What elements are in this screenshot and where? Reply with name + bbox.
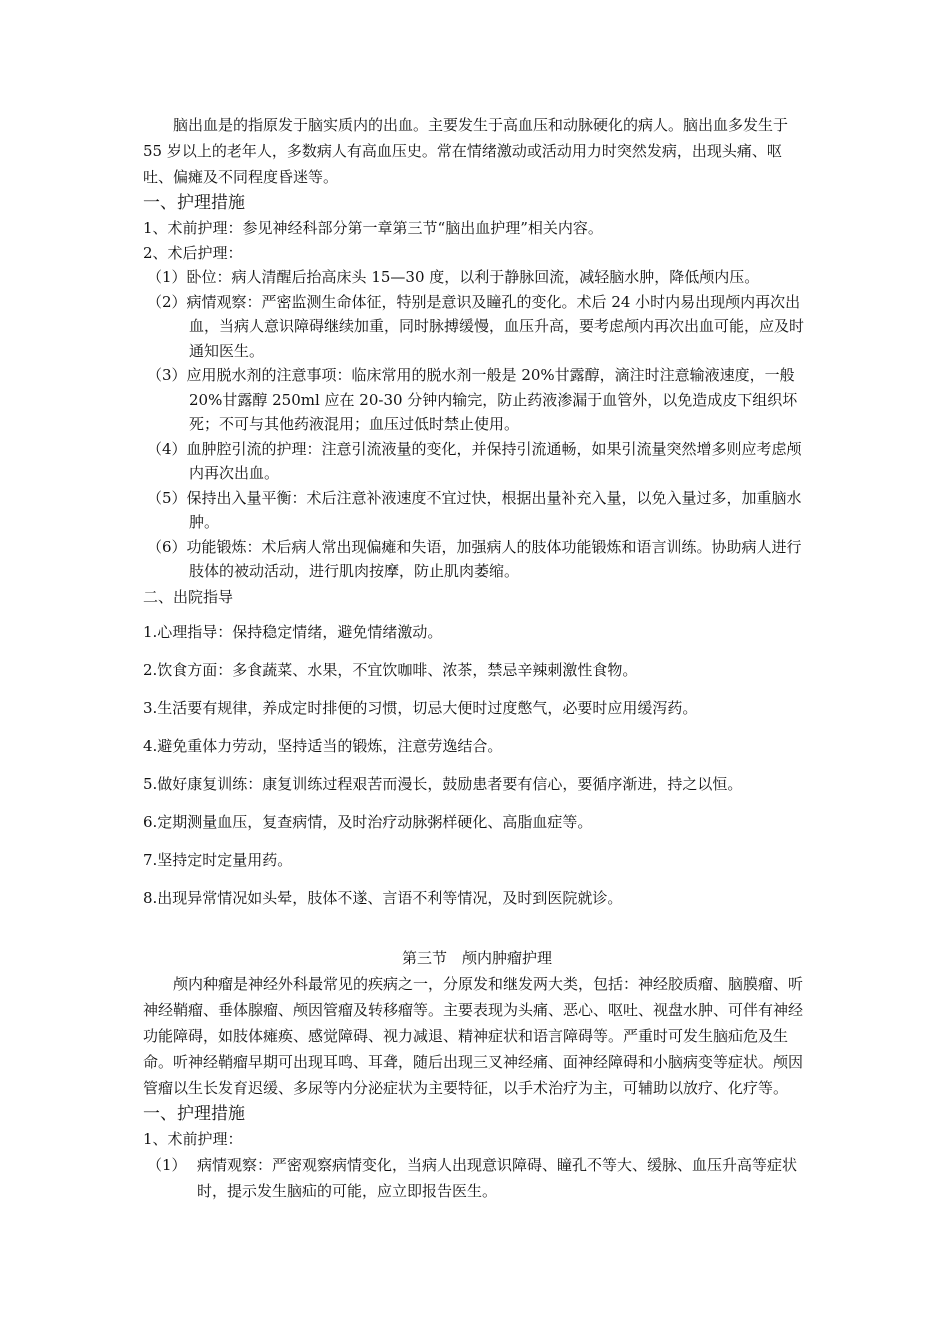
section-intracranial-tumor (143, 945, 811, 1204)
section-title: 第三节 颅内肿瘤护理 (401, 949, 552, 967)
postop-item: （2）病情观察：严密监测生命体征，特别是意识及瞳孔的变化。术后 24 小时内易出现颅内再次出血，当病人意识障碍继续加重，同时脉搏缓慢，血压升高，要考虑颅内再次出血可能，应及时通知医生。 (147, 292, 805, 360)
discharge-item: 2.饮食方面：多食蔬菜、水果，不宜饮咖啡、浓茶，禁忌辛辣刺激性食物。 (143, 660, 638, 679)
heading-discharge-guidance: 二、出院指导 (143, 587, 234, 606)
section-cerebral-hemorrhage (143, 112, 811, 917)
postop-item: （3）应用脱水剂的注意事项：临床常用的脱水剂一般是 20%甘露醇，滴注时注意输液速度，一般 20%甘露醇 250ml 应在 20-30 分钟内输完，防止药液渗漏于血管外，以免造成皮下组织坏死；不可与其他药液混用；血压过低时禁止使用。 (147, 366, 798, 433)
discharge-item: 6.定期测量血压，复查病情，及时治疗动脉粥样硬化、高脂血症等。 (143, 812, 593, 831)
discharge-item: 7.坚持定时定量用药。 (143, 850, 293, 869)
postop-item: （1）卧位：病人清醒后抬高床头 15—30 度，以利于静脉回流，减轻脑水肿，降低颅内压。 (147, 268, 760, 286)
postop-care-title: 2、术后护理： (143, 243, 243, 262)
postop-item: （4）血肿腔引流的护理：注意引流液量的变化，并保持引流通畅，如果引流量突然增多则应考虑颅内再次出血。 (147, 439, 802, 482)
heading-care-measures: 一、护理措施 (143, 1104, 245, 1124)
intro-paragraph: 颅内种瘤是神经外科最常见的疾病之一，分原发和继发两大类，包括：神经胶质瘤、脑膜瘤、听神经鞘瘤、垂体腺瘤、颅因管瘤及转移瘤等。主要表现为头痛、恶心、呕吐、视盘水肿、可伴有神经功能障碍，如肢体瘫痪、感觉障碍、视力减退、精神症状和语言障碍等。严重时可发生脑疝危及生命。听神经鞘瘤早期可出现耳鸣、耳聋，随后出现三叉神经痛、面神经障碍和小脑病变等症状。颅因管瘤以生长发育迟缓、多尿等内分泌症状为主要特征，以手术治疗为主，可辅助以放疗、化疗等。 (143, 975, 804, 1097)
heading-care-measures: 一、护理措施 (143, 193, 245, 213)
item-number: （1） (147, 1155, 187, 1174)
preop-care-title: 1、术前护理： (143, 1130, 243, 1148)
discharge-item: 1.心理指导：保持稳定情绪，避免情绪激动。 (143, 622, 443, 641)
discharge-item: 5.做好康复训练：康复训练过程艰苦而漫长，鼓励患者要有信心，要循序渐进，持之以恒。 (143, 774, 743, 793)
discharge-item: 8.出现异常情况如头晕，肢体不遂、言语不利等情况，及时到医院就诊。 (143, 888, 623, 907)
discharge-item: 4.避免重体力劳动，坚持适当的锻炼，注意劳逸结合。 (143, 736, 503, 755)
discharge-item: 3.生活要有规律，养成定时排便的习惯，切忌大便时过度憋气，必要时应用缓泻药。 (143, 698, 698, 717)
preop-care: 1、术前护理：参见神经科部分第一章第三节“脑出血护理”相关内容。 (143, 219, 603, 237)
preop-item (143, 1152, 811, 1204)
postop-item: （5）保持出入量平衡：术后注意补液速度不宜过快，根据出量补充入量，以免入量过多，加重脑水肿。 (147, 488, 802, 531)
item-text: 病情观察：严密观察病情变化，当病人出现意识障碍、瞳孔不等大、缓脉、血压升高等症状时，提示发生脑疝的可能，应立即报告医生。 (197, 1155, 798, 1200)
intro-paragraph: 脑出血是的指原发于脑实质内的出血。主要发生于高血压和动脉硬化的病人。脑出血多发生于 55 岁以上的老年人，多数病人有高血压史。常在情绪激动或活动用力时突然发病，出现头痛、呕吐、偏瘫及不同程度昏迷等。 (143, 116, 789, 186)
postop-item: （6）功能锻炼：术后病人常出现偏瘫和失语，加强病人的肢体功能锻炼和语言训练。协助病人进行肢体的被动活动，进行肌肉按摩，防止肌肉萎缩。 (147, 537, 802, 580)
